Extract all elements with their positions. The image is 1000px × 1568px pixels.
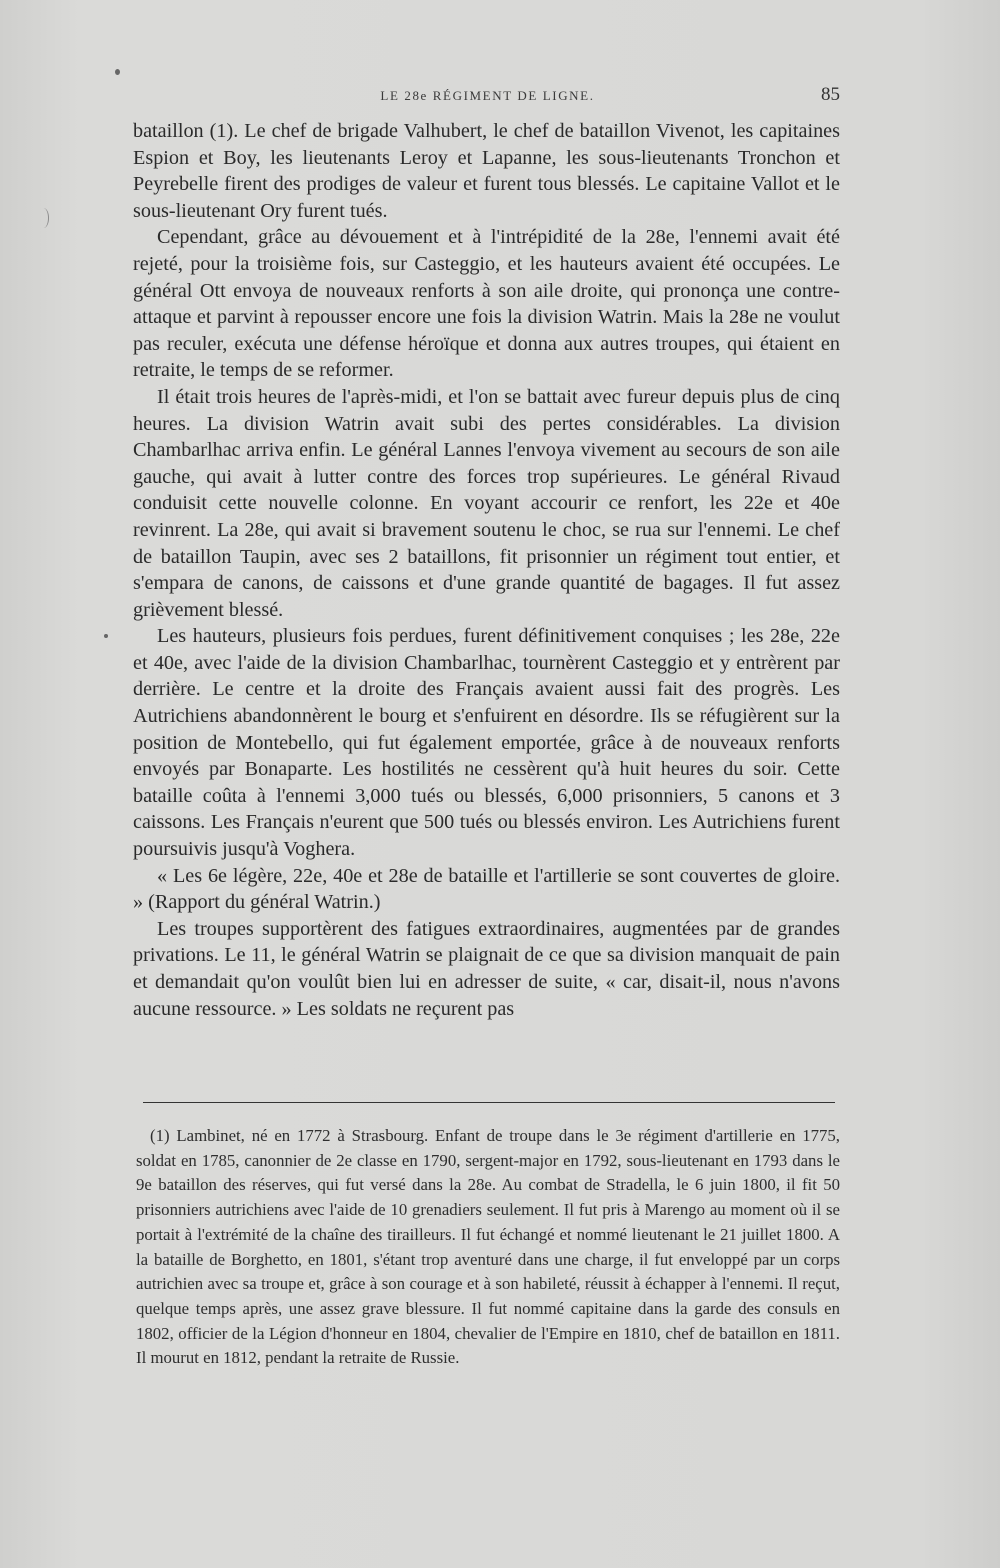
paragraph: Les troupes supportèrent des fatigues extraordinaires, augmentées par de grandes privations. Le 11, le général Watrin se plaignait de ce que sa division manquait de pain et demandait qu'on voulût bien lui en adresser de suite, « car, disait-il, nous n'avons aucune ressource. » Les soldats ne reçurent pas [133, 917, 840, 1020]
paragraph: Les hauteurs, plusieurs fois perdues, furent définitivement conquises ; les 28e, 22e et 40e, avec l'aide de la division Chambarlhac, tournèrent Casteggio et y entrèrent par derrière. Le centre et la droite des Français avaient aussi fait des progrès. Les Autrichiens abandonnèrent le bourg et s'enfuirent en désordre. Ils se réfugièrent sur la position de Montebello, qui fut également emportée, grâce à de nouveaux renforts envoyés par Bonaparte. Les hostilités ne cessèrent qu'à huit heures du soir. Cette bataille coûta à l'ennemi 3,000 tués ou blessés, 6,000 prisonniers, 5 canons et 3 caissons. Les Français n'eurent que 500 tués ou blessés environ. Les Autrichiens furent poursuivis jusqu'à Voghera. [133, 625, 840, 861]
margin-mark [38, 208, 49, 228]
paragraph: « Les 6e légère, 22e, 40e et 28e de bataille et l'artillerie se sont couvertes de gloire. » (Rapport du général Watrin.) [133, 864, 840, 914]
paragraph: bataillon (1). Le chef de brigade Valhubert, le chef de bataillon Vivenot, les capitaines Espion et Boy, les lieutenants Leroy et Lapanne, les sous-lieutenants Tronchon et Peyrebelle firent des prodiges de valeur et furent tous blessés. Le capitaine Vallot et le sous-lieutenant Ory furent tués. [133, 120, 840, 222]
footnote-divider [143, 1102, 835, 1103]
footnote: (1) Lambinet, né en 1772 à Strasbourg. Enfant de troupe dans le 3e régiment d'artillerie en 1775, soldat en 1785, canonnier de 2e classe en 1790, sergent-major en 1792, sous-lieutenant en 1793 dans le 9e bataillon des réserves, qui fut versé dans la 28e. Au combat de Stradella, le 6 juin 1800, il fit 50 prisonniers autrichiens avec l'aide de 10 grenadiers seulement. Il fut pris à Marengo au moment où il se portait à l'extrémité de la chaîne des tirailleurs. Il fut échangé et nommé lieutenant le 21 juillet 1800. A la bataille de Borghetto, en 1801, s'étant trop aventuré dans une charge, il fut enveloppé par un corps autrichien avec sa troupe et, grâce à son courage et à son habileté, réussit à échapper à l'ennemi. Il reçut, quelque temps après, une assez grave blessure. Il fut nommé capitaine dans la garde des consuls en 1802, officier de la Légion d'honneur en 1804, chevalier de l'Empire en 1810, chef de bataillon en 1811. Il mourut en 1812, pendant la retraite de Russie. [136, 1126, 840, 1368]
running-title: LE 28e RÉGIMENT DE LIGNE. [380, 88, 595, 103]
ink-speck [104, 634, 108, 638]
page-number: 85 [821, 84, 840, 105]
main-text [133, 118, 840, 1022]
paragraph: Il était trois heures de l'après-midi, et l'on se battait avec fureur depuis plus de cinq heures. La division Watrin avait subi des pertes considérables. La division Chambarlhac arriva enfin. Le général Lannes l'envoya vivement au secours de son aile gauche, qui avait à lutter contre des forces trop supérieures. Le général Rivaud conduisit cette nouvelle colonne. En voyant accourir ce renfort, les 22e et 40e revinrent. La 28e, qui avait si bravement soutenu le choc, se rua sur l'ennemi. Le chef de bataillon Taupin, avec ses 2 bataillons, fit prisonnier un régiment tout entier, et s'empara de canons, de caissons et d'une grande quantité de bagages. Il fut assez grièvement blessé. [133, 385, 840, 621]
ink-speck [115, 69, 120, 75]
paragraph: Cependant, grâce au dévouement et à l'intrépidité de la 28e, l'ennemi avait été rejeté, pour la troisième fois, sur Casteggio, et les hauteurs avaient été occupées. Le général Ott envoya de nouveaux renforts à son aile droite, qui prononça une contre-attaque et parvint à repousser encore une fois la division Watrin. Mais la 28e ne voulut pas reculer, exécuta une défense héroïque et donna aux autres troupes, qui étaient en retraite, le temps de se reformer. [133, 226, 840, 382]
page-header [135, 84, 840, 114]
